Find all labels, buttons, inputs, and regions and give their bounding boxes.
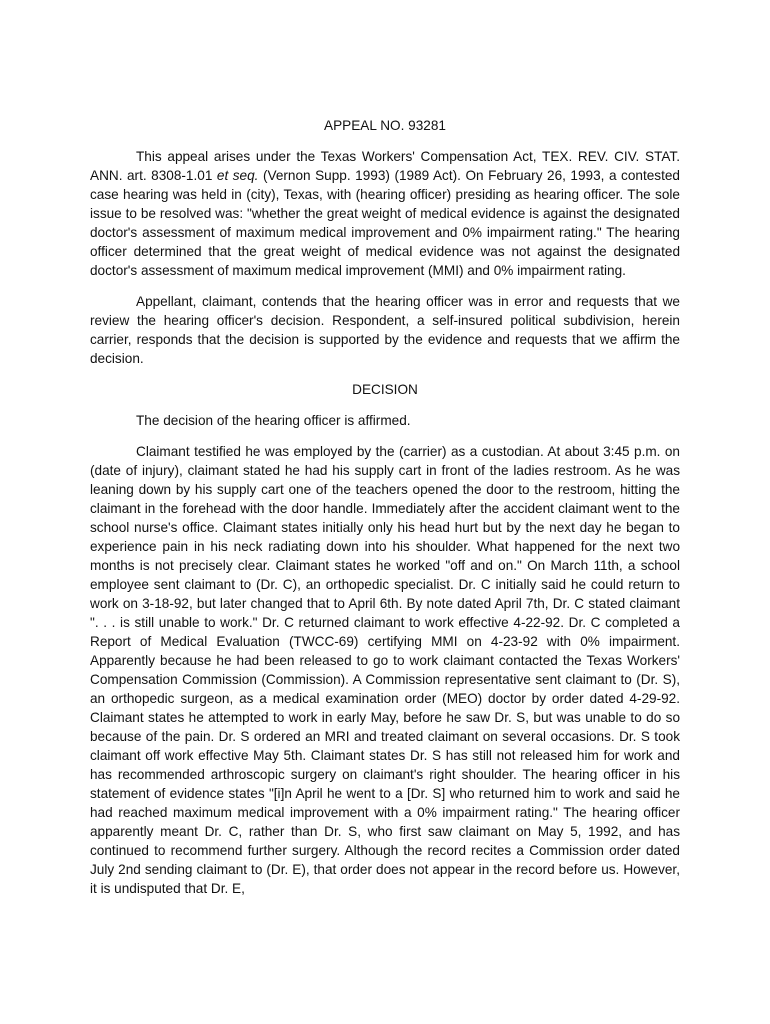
paragraph-appeal: Appellant, claimant, contends that the hearing officer was in error and requests that we review the hearing officer's decision. Respondent, a self-insured political subdivision, herein carrier, responds that the decision is supported by the evidence and requests that we affirm the decision.: [90, 294, 680, 366]
document-title: APPEAL NO. 93281: [324, 118, 446, 133]
document-page: [90, 116, 680, 898]
paragraph-intro-text-1: This appeal arises under the Texas Workers' Compensation Act, TEX. REV. CIV. STAT. ANN. art. 8308-1.01: [90, 149, 680, 183]
paragraph-intro: [90, 147, 680, 280]
paragraph-decision: The decision of the hearing officer is affirmed.: [136, 413, 411, 428]
paragraph-intro-text-2: (Vernon Supp. 1993) (1989 Act). On February 26, 1993, a contested case hearing was held in (city), Texas, with (hearing officer) presiding as hearing officer. The sole issue to be resolved was: "whether the great weight of medical evidence is against the designated doctor's assessment of maximum medical improvement and 0% impairment rating." The hearing officer determined that the great weight of medical evidence was not against the designated doctor's assessment of maximum medical improvement (MMI) and 0% impairment rating.: [90, 168, 680, 278]
paragraph-facts: Claimant testified he was employed by the (carrier) as a custodian. At about 3:45 p.m. on (date of injury), claimant stated he had his supply cart in front of the ladies restroom. As he was leaning down by his supply cart one of the teachers opened the door to the restroom, hitting the claimant in the forehead with the door handle. Immediately after the accident claimant went to the school nurse's office. Claimant states initially only his head hurt but by the next day he began to experience pain in his neck radiating down into his shoulder. What happened for the next two months is not precisely clear. Claimant states he worked "off and on." On March 11th, a school employee sent claimant to (Dr. C), an orthopedic specialist. Dr. C initially said he could return to work on 3-18-92, but later changed that to April 6th. By note dated April 7th, Dr. C stated claimant ". . . is still unable to work." Dr. C returned claimant to work effective 4-22-92. Dr. C completed a Report of Medical Evaluation (TWCC-69) certifying MMI on 4-23-92 with 0% impairment. Apparently because he had been released to go to work claimant contacted the Texas Workers' Compensation Commission (Commission). A Commission representative sent claimant to (Dr. S), an orthopedic surgeon, as a medical examination order (MEO) doctor by order dated 4-29-92. Claimant states he attempted to work in early May, before he saw Dr. S, but was unable to do so because of the pain. Dr. S ordered an MRI and treated claimant on several occasions. Dr. S took claimant off work effective May 5th. Claimant states Dr. S has still not released him for work and has recommended arthroscopic surgery on claimant's right shoulder. The hearing officer in his statement of evidence states "[i]n April he went to a [Dr. S] who returned him to work and said he had reached maximum medical improvement with a 0% impairment rating." The hearing officer apparently meant Dr. C, rather than Dr. S, who first saw claimant on May 5, 1992, and has continued to recommend further surgery. Although the record recites a Commission order dated July 2nd sending claimant to (Dr. E), that order does not appear in the record before us. However, it is undisputed that Dr. E,: [90, 444, 680, 896]
decision-heading: DECISION: [352, 382, 418, 397]
paragraph-intro-italic: et seq.: [216, 168, 259, 183]
